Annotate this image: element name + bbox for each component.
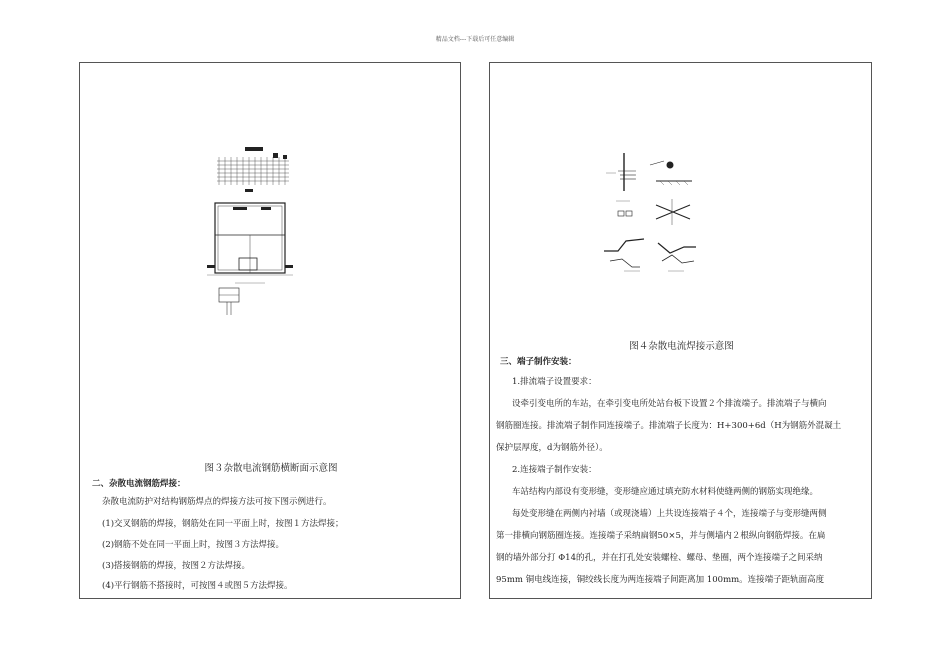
page-header: 精品文档---下载后可任意编辑 — [435, 36, 515, 43]
section-2-title: 二、杂散电流钢筋焊接： — [92, 479, 186, 489]
text-line: 95mm 铜电线连接，铜绞线长度为两连接端子间距离加 100mm。连接端子距轨面高度 — [496, 575, 825, 585]
text-line: 保护层厚度，d为钢筋外径）。 — [496, 443, 608, 453]
left-panel — [79, 62, 461, 599]
text-line: 车站结构内部设有变形缝，变形缝应通过填充防水材料使缝两侧的钢筋实现绝缘。 — [512, 487, 819, 497]
text-line: 钢筋圈连接。排流端子制作同连接端子。排流端子长度为：H+300+6d（H为钢筋外混凝土 — [496, 421, 842, 431]
paragraph: (2)钢筋不处在同一平面上时，按图３方法焊接。 — [102, 540, 285, 550]
figure-4-caption: 图４杂散电流焊接示意图 — [629, 341, 734, 352]
section-3-title: 三、端子制作安装： — [500, 357, 577, 367]
paragraph: (3)搭接钢筋的焊接，按图２方法焊接。 — [102, 561, 251, 571]
figure-3-cross-section-drawing — [205, 143, 300, 323]
paragraph: (1)交叉钢筋的焊接，钢筋处在同一平面上时，按图１方法焊接； — [102, 519, 344, 529]
figure-4-welding-drawing — [600, 151, 700, 281]
text-line: 设牵引变电所的车站，在牵引变电所处站台板下设置２个排流端子。排流端子与横向 — [512, 399, 827, 409]
text-line: 2.连接端子制作安装： — [512, 465, 597, 475]
text-line: 第一排横向钢筋圈连接。连接端子采纳扁钢50×5，并与侧墙内２根纵向钢筋焊接。在扁 — [496, 531, 826, 541]
text-line: 钢的墙外部分打 Φ14的孔，并在打孔处安装螺栓、螺母、垫圈，两个连接端子之间采纳 — [496, 553, 823, 563]
paragraph: (4)平行钢筋不搭接时，可按图４或图５方法焊接。 — [102, 581, 293, 591]
right-panel — [489, 62, 872, 599]
text-line: 每处变形缝在两侧内衬墙（或现浇墙）上共设连接端子４个，连接端子与变形缝两侧 — [512, 509, 827, 519]
figure-3-caption: 图３杂散电流钢筋横断面示意图 — [204, 463, 338, 474]
text-line: 1.排流端子设置要求： — [512, 377, 597, 387]
paragraph: 杂散电流防护对结构钢筋焊点的焊接方法可按下图示例进行。 — [102, 497, 332, 507]
